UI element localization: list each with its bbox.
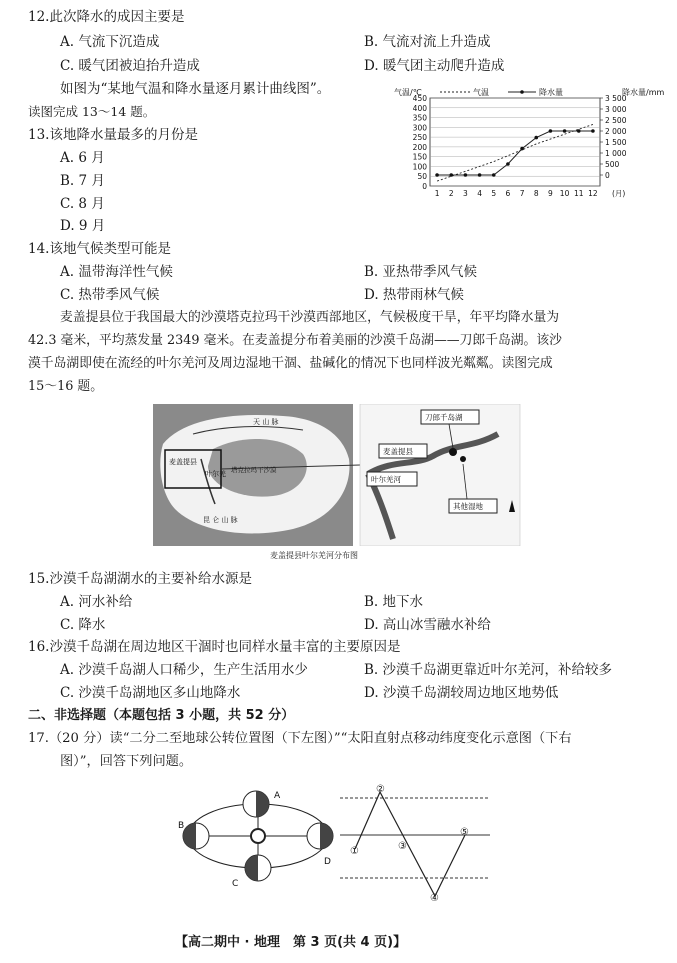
y1-tick-label: 350 (412, 113, 427, 123)
x-tick-label: 4 (477, 189, 482, 198)
intro1-line2: 读图完成 13～14 题。 (28, 104, 156, 119)
y1-tick-label: 0 (422, 182, 427, 191)
y1-tick-label: 100 (412, 162, 427, 172)
y2-tick-label: 3 000 (605, 105, 627, 114)
x-tick-label: 10 (559, 189, 570, 198)
label-county: 麦盖提县 (169, 458, 197, 466)
chart-frame (430, 98, 600, 186)
x-tick-label: 6 (505, 189, 511, 198)
label-river: 叶尔羌河 (371, 475, 401, 484)
point-label-1: ① (350, 846, 359, 857)
q12-option-d[interactable]: D. 暖气团主动爬升造成 (364, 58, 505, 74)
precipitation-point (478, 173, 482, 177)
label-wetland: 其他湿地 (453, 502, 483, 511)
q13-stem: 13.该地降水量最多的月份是 (28, 127, 198, 143)
map-caption: 麦盖提县叶尔羌河分布图 (270, 551, 358, 560)
precipitation-point (563, 129, 567, 133)
temperature-line (437, 124, 593, 181)
point-label-3: ③ (398, 841, 407, 852)
q16-option-b[interactable]: B. 沙漠千岛湖更靠近叶尔羌河，补给较多 (364, 662, 613, 678)
x-axis-label: (月) (612, 189, 626, 198)
legend-precip-label: 降水量 (539, 88, 563, 97)
q14-stem: 14.该地气候类型可能是 (28, 241, 171, 257)
earth-c (245, 855, 271, 881)
orbit-diagram (168, 778, 348, 893)
q13-option-d[interactable]: D. 9 月 (60, 218, 106, 234)
intro2-line3: 漠千岛湖即使在流经的叶尔羌河及周边湿地干涸、盐碱化的情况下也同样波光粼粼。读图完成 (28, 356, 553, 371)
intro2-line1: 麦盖提县位于我国最大的沙漠塔克拉玛干沙漠西部地区，气候极度干旱，年平均降水量为 (60, 310, 560, 325)
orbit-label-a: A (274, 791, 281, 801)
precipitation-point (506, 162, 510, 166)
y2-tick-label: 1 500 (605, 138, 627, 147)
q14-option-d[interactable]: D. 热带雨林气候 (364, 287, 464, 303)
q15-option-d[interactable]: D. 高山冰雪融水补给 (364, 617, 491, 633)
precipitation-point (464, 173, 468, 177)
y1-tick-label: 150 (412, 152, 427, 162)
label-county-2: 麦盖提县 (383, 447, 413, 456)
q12-stem: 12.此次降水的成因主要是 (28, 9, 185, 25)
yarkand-river-map (153, 404, 523, 546)
label-lake: 刀郎千岛湖 (425, 413, 463, 422)
label-mountain-bottom: 昆 仑 山 脉 (203, 516, 238, 524)
x-tick-label: 7 (519, 189, 525, 198)
y2-axis-label: 降水量/mm (622, 88, 665, 97)
legend-precip-dot (520, 90, 524, 94)
orbit-label-c: C (232, 879, 239, 889)
q12-option-b[interactable]: B. 气流对流上升造成 (364, 34, 491, 50)
y1-tick-label: 400 (412, 103, 427, 113)
orbit-label-d: D (324, 857, 331, 867)
q13-option-c[interactable]: C. 8 月 (60, 196, 105, 212)
q14-option-b[interactable]: B. 亚热带季风气候 (364, 264, 478, 280)
q13-option-a[interactable]: A. 6 月 (60, 150, 105, 166)
x-tick-label: 3 (463, 189, 468, 198)
q15-option-c[interactable]: C. 降水 (60, 617, 106, 633)
precipitation-point (449, 173, 453, 177)
x-tick-label: 12 (588, 189, 598, 198)
q12-option-c[interactable]: C. 暖气团被迫抬升造成 (60, 58, 200, 74)
earth-a (243, 791, 269, 817)
subsolar-path (355, 792, 465, 896)
lake-marker (449, 448, 457, 456)
y1-tick-label: 300 (412, 123, 427, 133)
y2-tick-label: 0 (605, 171, 610, 180)
x-tick-label: 1 (434, 189, 440, 198)
q12-option-a[interactable]: A. 气流下沉造成 (60, 34, 160, 50)
y2-tick-label: 1 000 (605, 149, 627, 158)
precipitation-line (437, 131, 593, 175)
precipitation-point (435, 173, 439, 177)
q13-option-b[interactable]: B. 7 月 (60, 173, 105, 189)
intro1-line1: 如图为“某地气温和降水量逐月累计曲线图”。 (60, 81, 331, 97)
q16-stem: 16.沙漠千岛湖在周边地区干涸时也同样水量丰富的主要原因是 (28, 639, 401, 655)
label-mountain-top: 天 山 脉 (253, 418, 279, 426)
y1-tick-label: 450 (412, 94, 427, 103)
precipitation-point (577, 129, 581, 133)
q17-line1: 17.（20 分）读“二分二至地球公转位置图（下左图）”“太阳直射点移动纬度变化示意图（下右 (28, 731, 572, 746)
y1-tick-label: 50 (417, 172, 427, 182)
page-footer: 【高二期中 · 地理 第 3 页(共 4 页)】 (175, 935, 407, 950)
y1-tick-label: 250 (412, 133, 427, 143)
y1-tick-label: 200 (412, 142, 427, 152)
x-tick-label: 9 (548, 189, 553, 198)
precipitation-point (591, 129, 595, 133)
q15-option-b[interactable]: B. 地下水 (364, 594, 424, 610)
sun-icon (251, 829, 265, 843)
earth-d (307, 823, 333, 849)
intro2-line4: 15～16 题。 (28, 379, 104, 394)
orbit-label-b: B (178, 821, 185, 831)
x-tick-label: 11 (573, 189, 584, 198)
q16-option-a[interactable]: A. 沙漠千岛湖人口稀少，生产生活用水少 (60, 662, 308, 678)
y2-tick-label: 2 000 (605, 127, 627, 136)
y1-axis-label: 气温/℃ (394, 88, 422, 97)
section2-heading: 二、非选择题（本题包括 3 小题，共 52 分） (28, 708, 295, 723)
label-river-short: 叶尔羌 (205, 470, 226, 478)
subsolar-diagram (340, 778, 490, 903)
y2-tick-label: 500 (605, 160, 620, 169)
q14-option-c[interactable]: C. 热带季风气候 (60, 287, 160, 303)
x-tick-label: 2 (448, 189, 454, 198)
y2-tick-label: 3 500 (605, 94, 627, 103)
point-label-5: ⑤ (460, 827, 469, 838)
q14-option-a[interactable]: A. 温带海洋性气候 (60, 264, 173, 280)
q15-option-a[interactable]: A. 河水补给 (60, 594, 133, 610)
q17-line2: 图）”，回答下列问题。 (60, 754, 193, 769)
label-desert: 塔克拉玛干沙漠 (231, 466, 277, 474)
y2-tick-label: 2 500 (605, 116, 627, 125)
q15-stem: 15.沙漠千岛湖湖水的主要补给水源是 (28, 571, 252, 587)
point-label-4: ④ (430, 893, 439, 903)
intro2-line2: 42.3 毫米，平均蒸发量 2349 毫米。在麦盖提分布着美丽的沙漠千岛湖——刀郎千岛湖。该沙 (28, 333, 562, 348)
precipitation-point (534, 136, 538, 140)
x-tick-label: 8 (533, 189, 539, 198)
q16-option-d[interactable]: D. 沙漠千岛湖较周边地区地势低 (364, 685, 559, 701)
precipitation-point (549, 129, 553, 133)
point-label-2: ② (376, 784, 385, 795)
x-tick-label: 5 (491, 189, 497, 198)
climate-chart (392, 86, 674, 216)
legend-temp-label: 气温 (473, 88, 489, 97)
q16-option-c[interactable]: C. 沙漠千岛湖地区多山地降水 (60, 685, 241, 701)
earth-b (183, 823, 209, 849)
lake-marker-2 (460, 456, 466, 462)
precipitation-point (492, 173, 496, 177)
precipitation-point (520, 147, 524, 151)
